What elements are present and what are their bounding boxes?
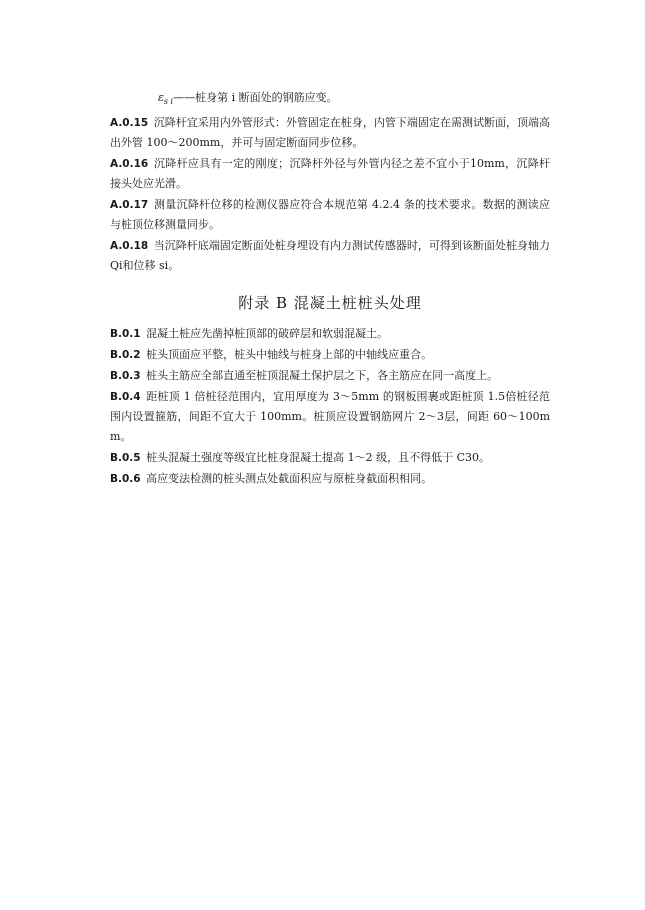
clause-a-0-15 <box>110 113 550 153</box>
clause-b-0-5 <box>110 448 550 468</box>
clause-number: B.0.1 <box>110 328 141 341</box>
clause-number: B.0.4 <box>110 391 141 404</box>
clause-number: A.0.18 <box>110 240 149 253</box>
epsilon-subscript: s i <box>163 97 174 107</box>
clause-number: A.0.17 <box>110 199 149 212</box>
clause-text: 桩头顶面应平整，桩头中轴线与桩身上部的中轴线应重合。 <box>146 348 433 362</box>
clause-number: B.0.3 <box>110 370 141 383</box>
clause-a-0-18 <box>110 236 550 276</box>
clause-text: 测量沉降杆位移的检测仪器应符合本规范第 4.2.4 条的技术要求。数据的测读应与桩顶位移测量同步。 <box>110 198 551 232</box>
clause-b-0-6 <box>110 469 550 489</box>
clause-number: B.0.2 <box>110 349 141 362</box>
symbol-definition <box>110 88 550 112</box>
clause-b-0-4 <box>110 387 550 447</box>
definition-text: ——桩身第 i 断面处的钢筋应变。 <box>173 91 338 104</box>
clause-text: 沉降杆宜采用内外管形式：外管固定在桩身，内管下端固定在需测试断面，顶端高出外管 100～200mm，并可与固定断面同步位移。 <box>110 116 551 150</box>
clause-a-0-17 <box>110 195 550 235</box>
clause-b-0-1 <box>110 324 550 344</box>
clause-text: 当沉降杆底端固定断面处桩身埋设有内力测试传感器时，可得到该断面处桩身轴力 Qi和位移 si。 <box>110 239 551 273</box>
clause-number: B.0.5 <box>110 452 141 465</box>
document-page <box>110 88 550 490</box>
clause-text: 桩头主筋应全部直通至桩顶混凝土保护层之下，各主筋应在同一高度上。 <box>146 369 499 383</box>
appendix-title: 附录 B 混凝土桩桩头处理 <box>238 294 422 313</box>
clause-a-0-16 <box>110 154 550 194</box>
clause-text: 距桩顶 1 倍桩径范围内，宜用厚度为 3～5mm 的钢板围裹或距桩顶 1.5倍桩径范围内设置箍筋，间距不宜大于 100mm。桩顶应设置钢筋网片 2～3层，间距 60～100mm。 <box>110 390 550 444</box>
epsilon-symbol: ε <box>158 91 164 104</box>
clause-number: A.0.15 <box>110 117 149 130</box>
clause-text: 高应变法检测的桩头测点处截面积应与原桩身截面积相同。 <box>146 472 433 486</box>
clause-text: 混凝土桩应先凿掉桩顶部的破碎层和软弱混凝土。 <box>146 327 389 341</box>
clause-text: 沉降杆应具有一定的刚度；沉降杆外径与外管内径之差不宜小于10mm，沉降杆接头处应光滑。 <box>110 157 551 191</box>
clause-number: B.0.6 <box>110 473 141 486</box>
clause-b-0-2 <box>110 345 550 365</box>
clause-b-0-3 <box>110 366 550 386</box>
clause-text: 桩头混凝土强度等级宜比桩身混凝土提高 1～2 级，且不得低于 C30。 <box>146 451 490 465</box>
clause-number: A.0.16 <box>110 158 149 171</box>
